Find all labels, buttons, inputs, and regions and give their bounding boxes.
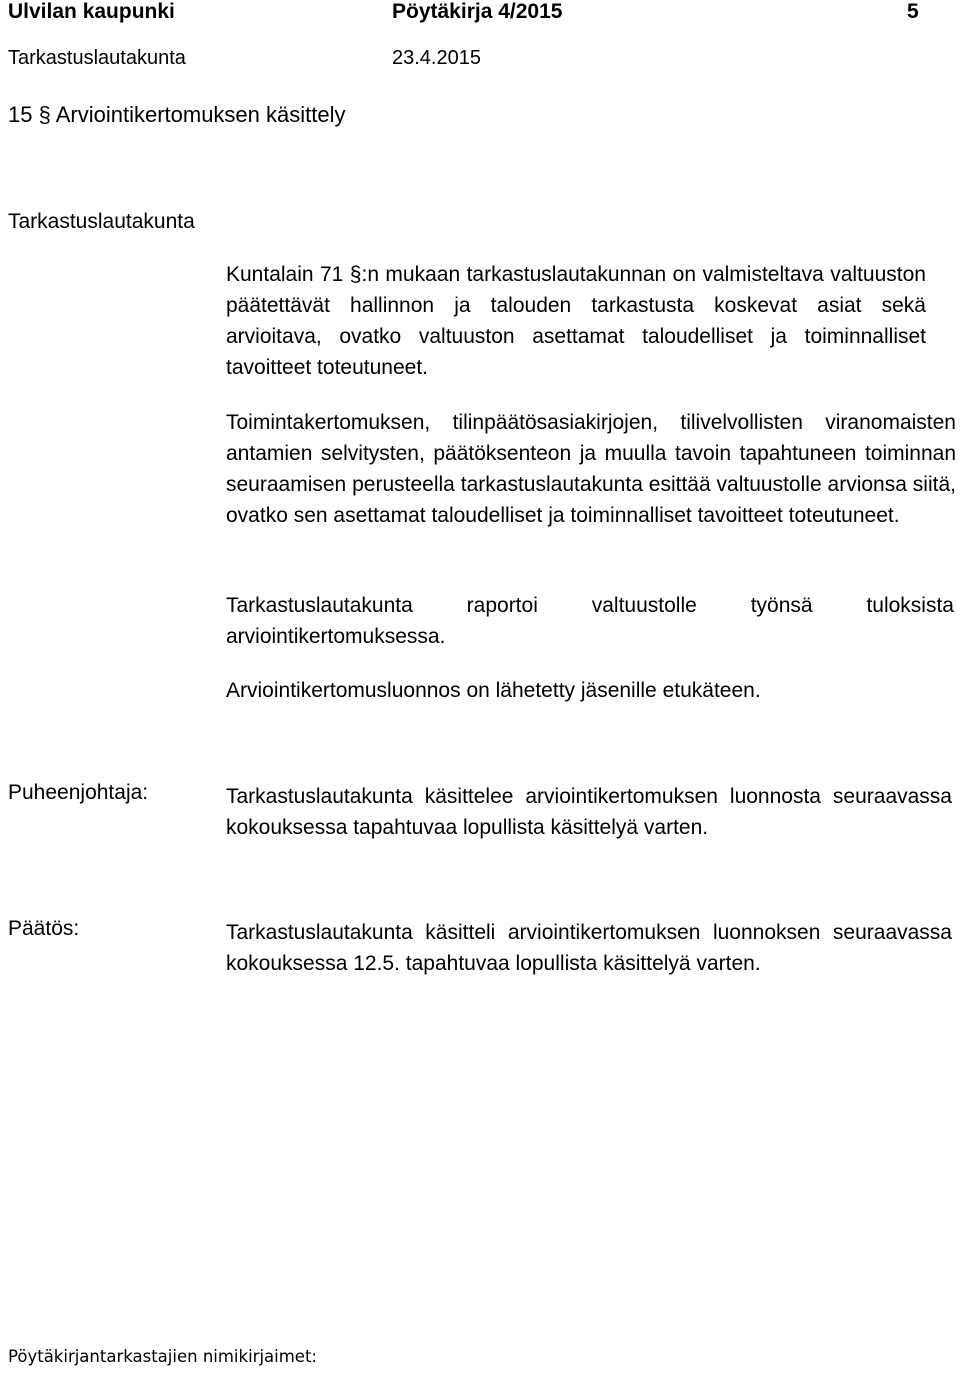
decision-text: Tarkastuslautakunta käsitteli arviointikertomuksen luonnoksen seuraavassa kokouksessa 12.5. tapahtuvaa lopullista käsittelyä varten. xyxy=(226,921,952,975)
preparer-label: Tarkastuslautakunta xyxy=(8,210,195,233)
header-document: Pöytäkirja 4/2015 xyxy=(392,0,563,23)
header-page-number: 5 xyxy=(907,0,919,23)
paragraph-draft: Arviointikertomusluonnos on lähetetty jäsenille etukäteen. xyxy=(226,679,761,702)
header-body: Tarkastuslautakunta xyxy=(8,47,186,69)
paragraph-reporting: Tarkastuslautakunta raportoi valtuustolle työnsä tuloksista arviointikertomuksessa. xyxy=(226,594,954,648)
header-date: 23.4.2015 xyxy=(392,47,481,69)
proposal-label: Puheenjohtaja: xyxy=(8,781,149,804)
paragraph-legal-basis: Kuntalain 71 §:n mukaan tarkastuslautakunnan on valmisteltava valtuuston päätettävät hallinnon ja talouden tarkastusta koskevat asiat sekä arvioitava, ovatko valtuuston asettamat taloudelliset ja toiminnalliset tavoitteet toteutuneet. xyxy=(226,263,926,379)
paragraph-assessment: Toimintakertomuksen, tilinpäätösasiakirjojen, tilivelvollisten viranomaisten antamien selvitysten, päätöksenteon ja muulla tavoin tapahtuneen toiminnan seuraamisen perusteella tarkastuslautakunta esittää valtuustolle arvionsa siitä, ovatko sen asettamat taloudelliset ja toiminnalliset tavoitteet toteutuneet. xyxy=(226,411,956,527)
header-city: Ulvilan kaupunki xyxy=(8,0,175,23)
decision-label: Päätös: xyxy=(8,917,80,940)
proposal-text: Tarkastuslautakunta käsittelee arviointikertomuksen luonnosta seuraavassa kokouksessa tapahtuvaa lopullista käsittelyä varten. xyxy=(226,785,952,839)
section-title: 15 § Arviointikertomuksen käsittely xyxy=(8,102,346,127)
footer-signatures: Pöytäkirjantarkastajien nimikirjaimet: xyxy=(8,1347,317,1366)
